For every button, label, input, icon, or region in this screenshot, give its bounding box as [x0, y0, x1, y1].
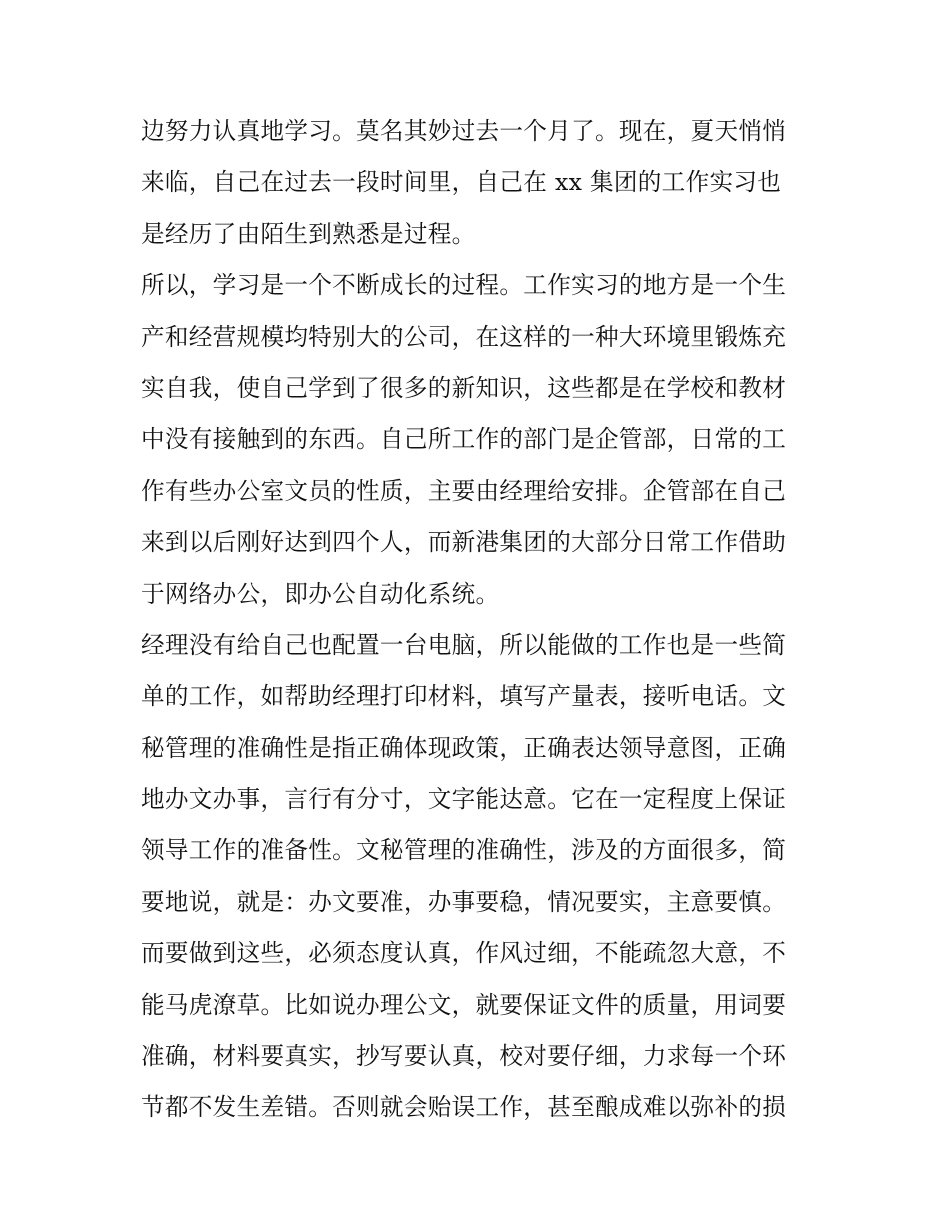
text-line: 来临，自己在过去一段时间里，自己在 xx 集团的工作实习也 — [141, 168, 782, 197]
text-line: 准确，材料要真实，抄写要认真，校对要仔细，力求每一个环 — [141, 1042, 787, 1071]
text-line: 作有些办公室文员的性质，主要由经理给安排。企管部在自己 — [141, 476, 787, 505]
text-line: 领导工作的准备性。文秘管理的准确性，涉及的方面很多，简 — [141, 836, 787, 865]
text-line: 地办文办事，言行有分寸，文字能达意。它在一定程度上保证 — [141, 785, 787, 814]
text-line: 节都不发生差错。否则就会贻误工作，甚至酿成难以弥补的损 — [141, 1093, 787, 1122]
text-line: 是经历了由陌生到熟悉是过程。 — [141, 219, 476, 248]
text-line: 产和经营规模均特别大的公司，在这样的一种大环境里锻炼充 — [141, 322, 787, 351]
text-line: 所以，学习是一个不断成长的过程。工作实习的地方是一个生 — [141, 271, 787, 300]
text-line: 来到以后刚好达到四个人，而新港集团的大部分日常工作借助 — [141, 528, 787, 557]
text-line: 单的工作，如帮助经理打印材料，填写产量表，接听电话。文 — [141, 682, 787, 711]
document-body — [141, 106, 813, 1134]
text-line: 经理没有给自己也配置一台电脑，所以能做的工作也是一些简 — [141, 630, 787, 659]
text-line: 要地说，就是：办文要准，办事要稳，情况要实，主意要慎。 — [141, 887, 787, 916]
text-line: 于网络办公，即办公自动化系统。 — [141, 579, 500, 608]
text-line: 而要做到这些，必须态度认真，作风过细，不能疏忽大意，不 — [141, 939, 787, 968]
text-line: 秘管理的准确性是指正确体现政策，正确表达领导意图，正确 — [141, 733, 787, 762]
text-line: 能马虎潦草。比如说办理公文，就要保证文件的质量，用词要 — [141, 990, 787, 1019]
text-line: 实自我，使自己学到了很多的新知识，这些都是在学校和教材 — [141, 373, 787, 402]
text-line: 中没有接触到的东西。自己所工作的部门是企管部，日常的工 — [141, 425, 787, 454]
text-line: 边努力认真地学习。莫名其妙过去一个月了。现在，夏天悄悄 — [141, 117, 787, 145]
